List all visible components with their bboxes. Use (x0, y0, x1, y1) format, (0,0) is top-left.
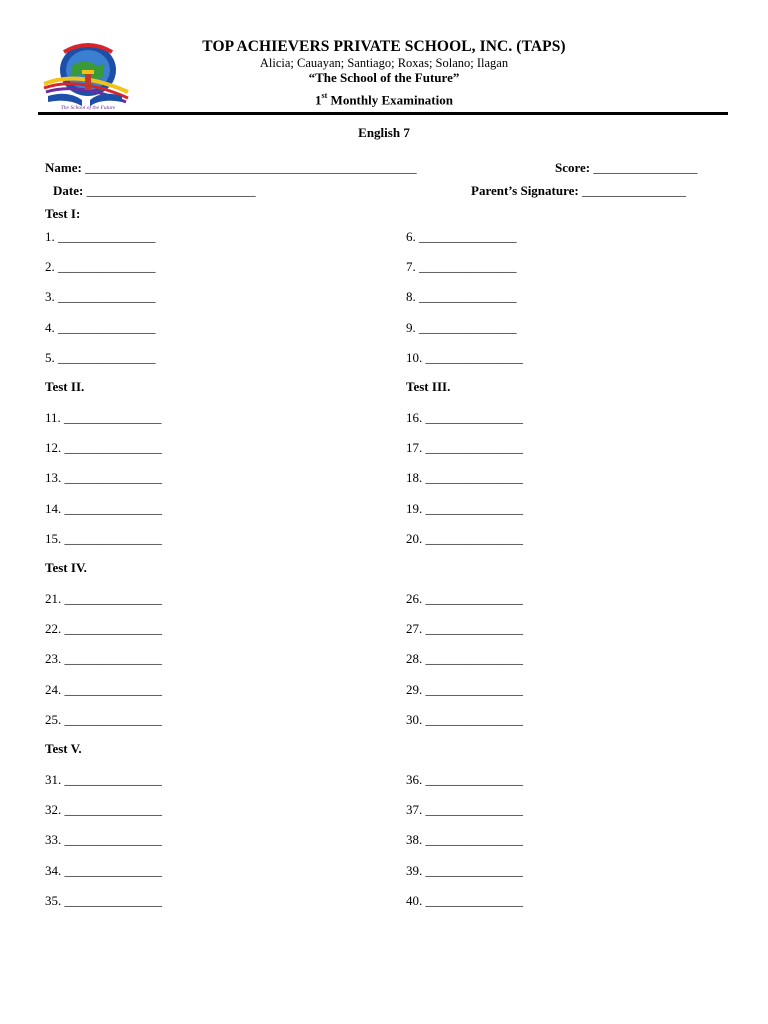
answer-item[interactable]: 39. _______________ (406, 862, 523, 878)
answer-item[interactable]: 12. _______________ (45, 440, 162, 456)
score-field[interactable] (555, 160, 697, 176)
answer-item[interactable]: 27. _______________ (406, 621, 523, 637)
answer-item[interactable]: 38. _______________ (406, 832, 523, 848)
answer-item[interactable]: 23. _______________ (45, 651, 162, 667)
exam-ordinal-suffix: st (321, 91, 328, 100)
answer-item[interactable]: 10. _______________ (406, 349, 523, 365)
answer-item[interactable]: 16. _______________ (406, 410, 523, 425)
answer-item[interactable]: 5. _______________ (45, 349, 156, 365)
answer-item[interactable]: 1. _______________ (45, 229, 156, 244)
name-field[interactable] (45, 160, 417, 176)
answer-item[interactable]: 30. _______________ (406, 711, 523, 727)
answer-item[interactable]: 8. _______________ (406, 289, 517, 305)
answer-item[interactable]: 20. _______________ (406, 530, 523, 546)
answer-item[interactable]: 31. _______________ (45, 772, 162, 787)
section-test-1: Test I: (45, 206, 81, 221)
answer-item[interactable]: 2. _______________ (45, 259, 156, 275)
answer-item[interactable]: 32. _______________ (45, 802, 162, 818)
answer-item[interactable]: 37. _______________ (406, 802, 523, 818)
header-divider (38, 112, 728, 115)
score-label: Score: (555, 160, 591, 175)
answer-item[interactable]: 14. _______________ (45, 500, 162, 516)
answer-item[interactable]: 35. _______________ (45, 892, 162, 908)
answer-item[interactable]: 21. _______________ (45, 591, 162, 606)
school-locations: Alicia; Cauayan; Santiago; Roxas; Solano; Ilagan (259, 56, 509, 70)
answer-item[interactable]: 24. _______________ (45, 681, 162, 697)
section-test-3: Test III. (406, 379, 451, 394)
parent-signature-blank[interactable]: ________________ (581, 183, 686, 198)
answer-item[interactable]: 9. _______________ (406, 319, 517, 335)
school-motto: “The School of the Future” (308, 70, 460, 85)
answer-item[interactable]: 18. _______________ (406, 470, 523, 486)
score-blank[interactable]: ________________ (593, 160, 698, 175)
exam-title-text: Monthly Examination (327, 92, 453, 108)
answer-item[interactable]: 34. _______________ (45, 862, 162, 878)
date-blank[interactable]: __________________________ (86, 183, 256, 198)
answer-item[interactable]: 3. _______________ (45, 289, 156, 305)
answer-item[interactable]: 17. _______________ (406, 440, 523, 456)
parent-signature-label: Parent’s Signature: (471, 183, 579, 198)
logo-text: The School of the Future (60, 105, 116, 110)
answer-item[interactable]: 26. _______________ (406, 591, 523, 606)
subject-title: English 7 (358, 125, 410, 140)
answer-item[interactable]: 28. _______________ (406, 651, 523, 667)
date-label: Date: (53, 183, 84, 198)
answer-item[interactable]: 13. _______________ (45, 470, 162, 486)
name-blank[interactable]: ___________________________________________________ (85, 160, 417, 175)
answer-item[interactable]: 6. _______________ (406, 229, 517, 244)
answer-item[interactable]: 11. _______________ (45, 410, 162, 425)
answer-item[interactable]: 19. _______________ (406, 500, 523, 516)
name-label: Name: (45, 160, 82, 175)
section-test-5: Test V. (45, 741, 82, 756)
answer-item[interactable]: 29. _______________ (406, 681, 523, 697)
answer-item[interactable]: 22. _______________ (45, 621, 162, 637)
school-name: TOP ACHIEVERS PRIVATE SCHOOL, INC. (TAPS) (202, 38, 566, 55)
answer-item[interactable]: 33. _______________ (45, 832, 162, 848)
section-test-4: Test IV. (45, 560, 87, 575)
section-test-2: Test II. (45, 379, 85, 394)
answer-item[interactable]: 36. _______________ (406, 772, 523, 787)
answer-item[interactable]: 25. _______________ (45, 711, 162, 727)
parent-signature-field[interactable] (471, 183, 686, 199)
date-field[interactable] (53, 183, 256, 199)
exam-title (0, 92, 768, 108)
answer-item[interactable]: 4. _______________ (45, 319, 156, 335)
answer-item[interactable]: 15. _______________ (45, 530, 162, 546)
answer-item[interactable]: 7. _______________ (406, 259, 517, 275)
answer-item[interactable]: 40. _______________ (406, 892, 523, 908)
exam-ordinal-number: 1 (315, 92, 322, 108)
